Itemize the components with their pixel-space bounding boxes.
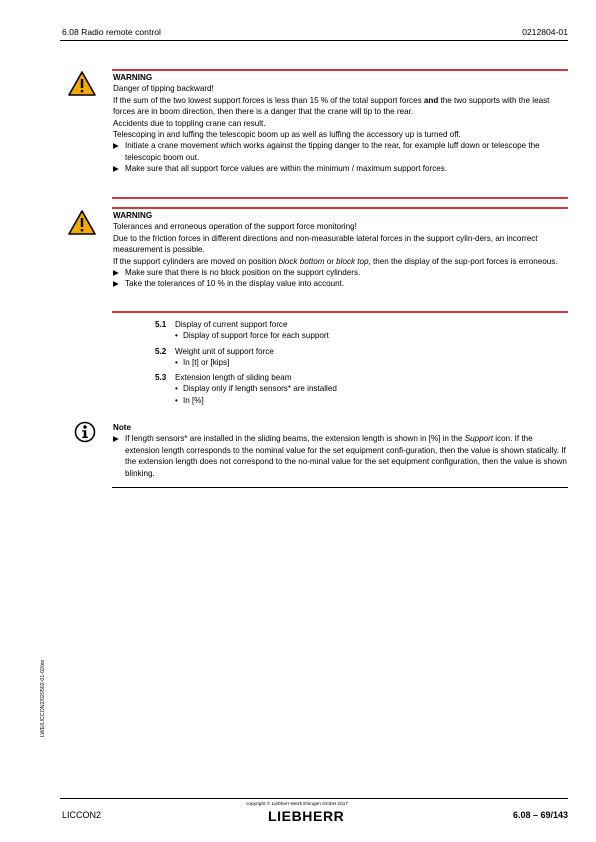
bullet-icon: • [175, 384, 178, 394]
warning2-text: , then the display of the sup-port forces is erroneous. [368, 256, 558, 266]
footer-copyright: copyright © Liebherr-Werk Ehingen GmbH 2017 [246, 802, 349, 807]
warning1-line: Danger of tipping backward! [113, 84, 214, 94]
warning2-italic: block bottom [278, 256, 325, 266]
warning1-text: If the sum of the two lowest support forces is less than 15 % of the total support forces [113, 95, 424, 105]
warning2-action-text: Take the tolerances of 10 % in the display value into account. [125, 279, 345, 289]
warning2-text: or [324, 256, 337, 266]
list-item [155, 319, 337, 330]
list-item [155, 372, 337, 383]
warning1-top-rule [112, 69, 568, 71]
note-text [113, 433, 569, 479]
subitem-text: Display of support force for each support [183, 331, 329, 341]
warning1-bold-and: and [423, 95, 439, 105]
bullet-icon: • [175, 395, 178, 405]
warning1-action-text: Make sure that all support force values are within the minimum / maximum support forces. [125, 164, 448, 174]
footer-divider [60, 798, 568, 799]
warning2-italic: block top [336, 256, 369, 266]
document-number: 0212804-01 [522, 27, 568, 37]
warning2-line: Tolerances and erroneous operation of the support force monitoring! [113, 222, 357, 232]
warning2-action [113, 278, 569, 289]
list-subitem [155, 330, 337, 341]
warning1-line: Telescoping in and luffing the telescopic boom up as well as luffing the accessory up is turned off. [113, 130, 461, 140]
warning2-text: If the support cylinders are moved on position [113, 256, 279, 266]
item-label: Weight unit of support force [175, 346, 274, 356]
item-label: Extension length of sliding beam [175, 373, 292, 383]
warning1-action [113, 140, 569, 163]
warning1-action-text: Initiate a crane movement which works against the tipping danger to the rear, for example luff down or telescope the telescopic boom out. [125, 141, 540, 162]
item-number: 5.2 [155, 346, 167, 356]
warning2-top-rule [112, 207, 568, 209]
list-subitem [155, 357, 337, 368]
item-number: 5.3 [155, 373, 167, 383]
warning-triangle-icon [67, 209, 97, 236]
warning1-paragraph [113, 95, 569, 118]
warning2-bottom-rule [112, 311, 568, 313]
warning2-paragraph [113, 256, 569, 267]
section-title: 6.08 Radio remote control [62, 27, 161, 37]
note-italic: Support [464, 434, 494, 444]
item-label: Display of current support force [175, 320, 288, 329]
document-reference: LWE/LICCON2/020502-01-02/en [40, 659, 46, 737]
arrow-right-icon: ▶ [113, 434, 119, 444]
warning2-title: WARNING [113, 211, 153, 220]
warning1-line: Accidents due to toppling crane can result. [113, 118, 266, 128]
bullet-icon: • [175, 357, 178, 367]
note-text-part: icon. If the extension length corresponds to the nominal value for the set equipment confi-guration, then the value is shown statically. If the extension length does not correspond to the no-minal value for the set equipment configuration, then the value is shown blinking. [125, 434, 567, 478]
subitem-text: Display only if length sensors* are installed [183, 384, 337, 394]
subitem-text: In [t] or [kips] [183, 357, 230, 367]
info-icon [74, 421, 96, 443]
header-divider [60, 40, 568, 41]
bullet-icon: • [175, 331, 178, 341]
legend-list [155, 319, 337, 406]
arrow-right-icon: ▶ [113, 164, 119, 174]
liebherr-logo: LIEBHERR [268, 808, 345, 824]
warning2-action-text: Make sure that there is no block position on the support cylinders. [125, 268, 361, 278]
warning1-bottom-rule [112, 197, 568, 199]
note-text-part: If length sensors* are installed in the sliding beams, the extension length is shown in [%] in the [125, 434, 465, 444]
warning2-action [113, 267, 569, 278]
list-subitem [155, 395, 337, 406]
arrow-right-icon: ▶ [113, 141, 119, 151]
note-bottom-rule [112, 487, 568, 488]
arrow-right-icon: ▶ [113, 268, 119, 278]
item-number: 5.1 [155, 320, 167, 329]
arrow-right-icon: ▶ [113, 279, 119, 289]
warning1-text: the two supports with the least forces are in boom direction, then there is a danger that the crane will tip to the rear. [113, 95, 550, 117]
warning1-block [113, 72, 569, 175]
page-number: 6.08 – 69/143 [512, 810, 568, 820]
note-block [113, 422, 569, 479]
warning-triangle-icon [67, 70, 97, 97]
list-item [155, 346, 337, 357]
subitem-text: In [%] [183, 395, 204, 405]
warning1-title: WARNING [113, 73, 153, 82]
footer-product: LICCON2 [62, 810, 102, 820]
list-subitem [155, 383, 337, 394]
warning1-action [113, 163, 569, 174]
note-title: Note [113, 423, 131, 432]
warning2-line: Due to the friction forces in different directions and non-measurable lateral forces in the support cylin-ders, an incorrect measurement is possible. [113, 233, 538, 255]
warning2-block [113, 210, 569, 290]
